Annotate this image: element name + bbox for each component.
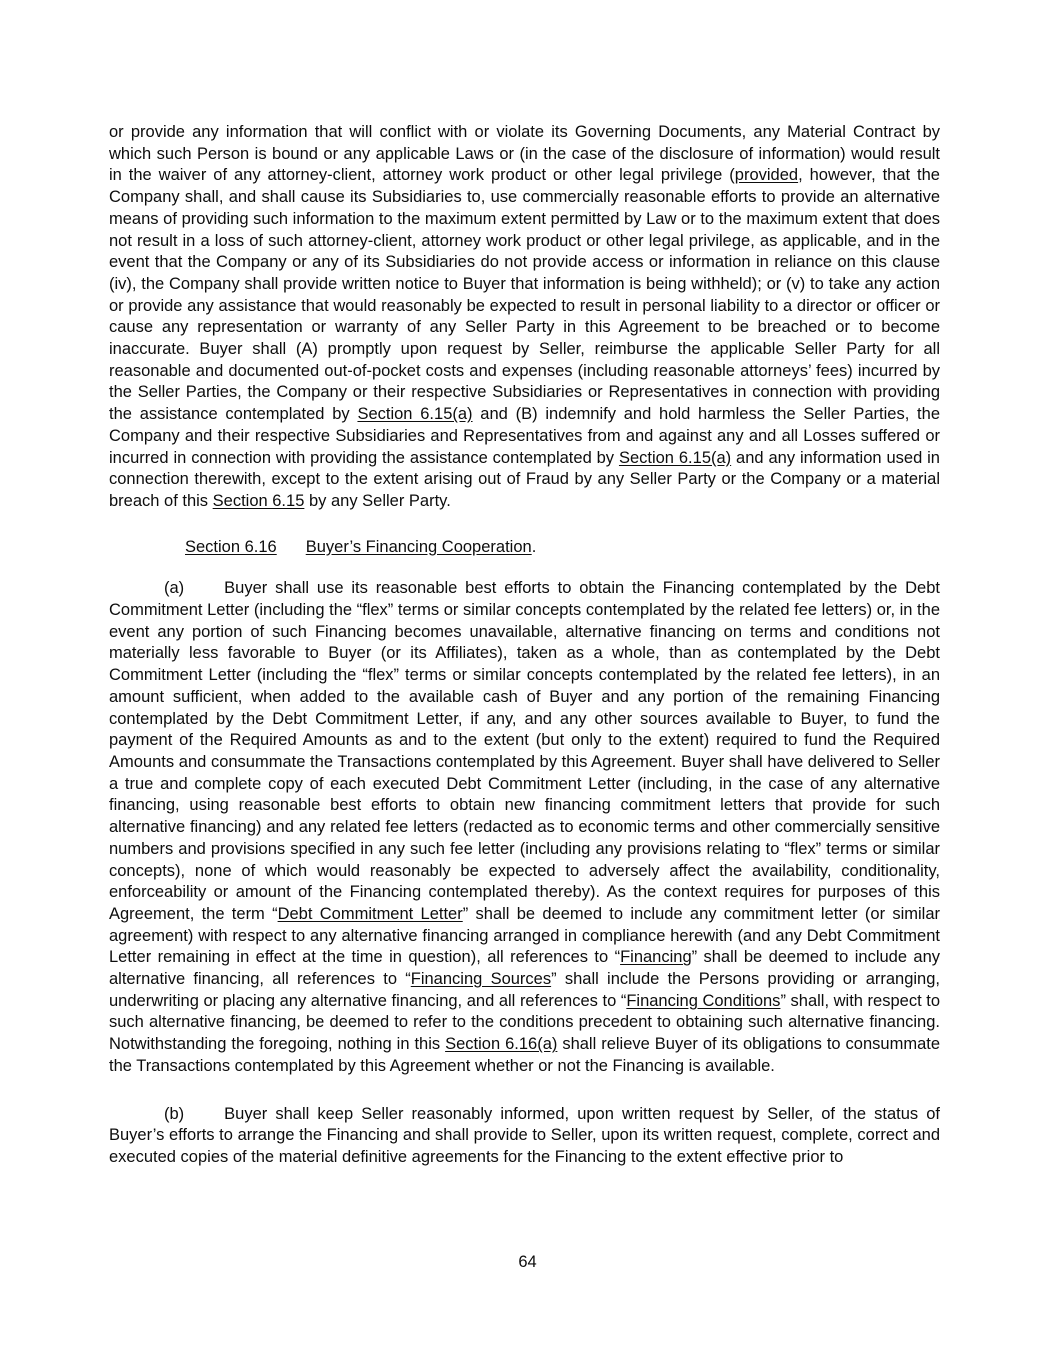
text-run: , however, that the Company shall, and shall cause its Subsidiaries to, use commercially reasonable efforts to provide an alternative means of providing such information to the maximum extent permitted by Law or to the maximum extent that does not result in a loss of such attorney-client, attorney work product or other legal privilege, as applicable, and in the event that the Company or any of its Subsidiaries do not provide access or information in reliance on this clause (iv), the Company shall provide written notice to Buyer that information is being withheld); or (v) to take any action or provide any assistance that would reasonably be expected to result in personal liability to a director or officer or cause any representation or warranty of any Seller Party in this Agreement to be breached or to become inaccurate. Buyer shall (A) promptly upon request by Seller, reimburse the applicable Seller Party for all reasonable and documented out-of-pocket costs and expenses (including reasonable attorneys’ fees) incurred by the Seller Parties, the Company or their respective Subsidiaries or Representatives in connection with providing the assistance contemplated by — [109, 166, 940, 424]
underlined-term: Section 6.15(a) — [618, 448, 732, 467]
text-run: Buyer shall keep Seller reasonably informed, upon written request by Seller, of the status of Buyer’s efforts to arrange the Financing and shall provide to Seller, upon its written request, complete, correct and executed copies of the material definitive agreements for the Financing to the extent effective prior to — [109, 1104, 940, 1166]
document-body — [109, 122, 940, 1195]
text-run: ” shall be deemed to include any alternative financing, all references to “ — [109, 948, 940, 989]
text-run: . — [531, 537, 537, 556]
text-run: and any information used in connection therewith, except to the extent arising out of Fraud by any Seller Party or the Company or a material breach of this — [109, 448, 940, 510]
text-run: or provide any information that will conflict with or violate its Governing Documents, any Material Contract by which such Person is bound or any applicable Laws or (in the case of the disclosure of information) would result in the waiver of any attorney-client, attorney work product or other legal privilege ( — [109, 123, 940, 185]
text-run: ” shall include the Persons providing or arranging, underwriting or placing any alternative financing, and all references to “ — [109, 970, 940, 1010]
text-run: shall relieve Buyer of its obligations to consummate the Transactions contemplated by this Agreement whether or not the Financing is available. — [109, 1035, 941, 1075]
text-run: ” shall be deemed to include any commitment letter (or similar agreement) with respect to any alternative financing arranged in compliance herewith (and any Debt Commitment Letter remaining in effect at the time in question), all references to “ — [109, 904, 941, 967]
text-run: and (B) indemnify and hold harmless the Seller Parties, the Company and their respective Subsidiaries and Representatives from and against any and all Losses suffered or incurred in connection with providing the assistance contemplated by — [109, 405, 940, 467]
continuation-paragraph — [109, 122, 940, 513]
underlined-term: Financing Conditions — [626, 991, 781, 1010]
text-run: Buyer shall use its reasonable best efforts to obtain the Financing contemplated by the Debt Commitment Letter (including the “flex” terms or similar concepts contemplated by the related fee letters) or, in the event any portion of such Financing becomes unavailable, alternative financing on terms and conditions not materially less favorable to Buyer (or its Affiliates), taken as a whole, than as contemplated by the Debt Commitment Letter (including the “flex” terms or similar concepts contemplated by the related fee letters), in an amount sufficient, when added to the available cash of Buyer and any portion of the remaining Financing contemplated by the Debt Commitment Letter, if any, and any other sources available to Buyer, to fund the payment of the Required Amounts as and to the extent (but only to the extent) required to fund the Required Amounts and consummate the Transactions contemplated by this Agreement. Buyer shall have delivered to Seller a true and complete copy of each executed Debt Commitment Letter (including, in the case of any alternative financing, using reasonable best efforts to obtain new financing commitment letters that provide for such alternative financing) and any related fee letters (redacted as to economic terms and other commercially sensitive numbers and provisions specified in any such fee letter (including any provisions relating to “flex” terms or similar concepts), none of which would reasonably be expected to adversely affect the availability, conditionality, enforceability or amount of the Financing contemplated thereby). As the context requires for purposes of this Agreement, the term “ — [109, 579, 940, 923]
text-run: by any Seller Party. — [304, 491, 451, 510]
underlined-term: Section 6.15(a) — [357, 405, 473, 424]
underlined-term: Section 6.16(a) — [445, 1035, 558, 1054]
section-heading — [185, 537, 940, 559]
underlined-term: Section 6.15 — [212, 491, 305, 510]
underlined-term: Buyer’s Financing Cooperation — [305, 537, 532, 556]
text-run: (b) — [164, 1104, 185, 1123]
page-number: 64 — [518, 1253, 537, 1271]
underlined-term: provided — [734, 166, 799, 185]
underlined-term: Debt Commitment Letter — [277, 904, 463, 923]
subsection-a — [109, 578, 940, 1077]
underlined-term: Financing — [620, 948, 692, 967]
underlined-term: Financing Sources — [410, 970, 552, 989]
text-run: ” shall, with respect to such alternative financing, be deemed to refer to the conditions precedent to obtaining such alternative financing. Notwithstanding the foregoing, nothing in this — [109, 991, 941, 1054]
text-run: (a) — [164, 579, 185, 598]
subsection-b — [109, 1104, 940, 1169]
underlined-term: Section 6.16 — [185, 537, 277, 556]
